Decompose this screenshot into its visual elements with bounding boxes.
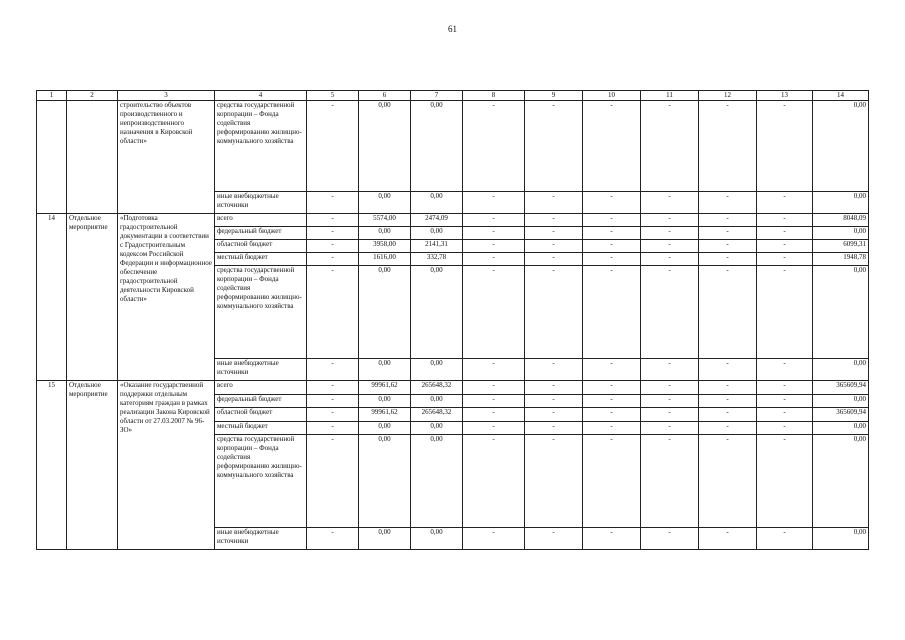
value-cell: 0,00 [411, 528, 463, 550]
value-cell: 3958,00 [359, 240, 411, 253]
value-cell: - [463, 240, 525, 253]
value-cell: - [525, 240, 583, 253]
value-cell: - [641, 253, 699, 266]
value-cell: 265648,32 [411, 381, 463, 395]
value-cell: - [463, 395, 525, 408]
value-cell: - [699, 422, 757, 435]
column-number: 2 [67, 91, 118, 101]
value-cell: 0,00 [813, 266, 869, 359]
value-cell: 5574,00 [359, 214, 411, 227]
value-cell: - [583, 359, 641, 381]
value-cell: - [463, 408, 525, 422]
value-cell: - [699, 227, 757, 240]
value-cell: 0,00 [813, 359, 869, 381]
value-cell: - [757, 192, 813, 214]
value-cell: - [307, 408, 359, 422]
value-cell: 0,00 [813, 528, 869, 550]
value-cell: - [463, 381, 525, 395]
value-cell: - [641, 435, 699, 528]
value-cell: 99961,62 [359, 381, 411, 395]
measure-type: Отдельное мероприятие [67, 214, 118, 381]
value-cell: 99961,62 [359, 408, 411, 422]
value-cell: - [641, 381, 699, 395]
value-cell: - [307, 435, 359, 528]
value-cell: - [757, 101, 813, 192]
value-cell: - [307, 528, 359, 550]
value-cell: - [583, 435, 641, 528]
value-cell: - [463, 192, 525, 214]
funding-source: областной бюджет [215, 408, 307, 422]
value-cell: 0,00 [813, 227, 869, 240]
value-cell: 0,00 [411, 101, 463, 192]
value-cell: - [525, 528, 583, 550]
value-cell: - [307, 266, 359, 359]
value-cell: 265648,32 [411, 408, 463, 422]
value-cell: - [525, 422, 583, 435]
column-number: 7 [411, 91, 463, 101]
value-cell: - [699, 528, 757, 550]
value-cell: 0,00 [411, 266, 463, 359]
funding-source: средства государственной корпорации – Фонда содействия реформированию жилищно-коммунального хозяйства [215, 101, 307, 192]
value-cell: - [307, 214, 359, 227]
funding-source: иные внебюджетные источники [215, 192, 307, 214]
value-cell: - [583, 395, 641, 408]
column-number: 13 [757, 91, 813, 101]
value-cell: - [463, 528, 525, 550]
column-number-row [37, 91, 869, 101]
value-cell: - [463, 435, 525, 528]
value-cell: - [699, 395, 757, 408]
value-cell: - [463, 101, 525, 192]
value-cell: - [699, 266, 757, 359]
value-cell: - [525, 435, 583, 528]
value-cell: - [699, 408, 757, 422]
value-cell: - [583, 266, 641, 359]
value-cell: - [525, 266, 583, 359]
value-cell: 0,00 [813, 422, 869, 435]
value-cell: 2141,31 [411, 240, 463, 253]
value-cell: - [757, 381, 813, 395]
funding-source: иные внебюджетные источники [215, 528, 307, 550]
funding-source: местный бюджет [215, 253, 307, 266]
value-cell: - [583, 422, 641, 435]
value-cell: 0,00 [411, 192, 463, 214]
value-cell: 0,00 [411, 422, 463, 435]
value-cell: - [583, 101, 641, 192]
measure-name: строительство объектов производственного и непроизводственного назначения в Кировской области» [118, 101, 215, 214]
value-cell: - [757, 227, 813, 240]
funding-source: всего [215, 381, 307, 395]
value-cell: - [641, 359, 699, 381]
value-cell: - [641, 240, 699, 253]
value-cell: - [699, 240, 757, 253]
value-cell: - [307, 253, 359, 266]
value-cell: 0,00 [411, 395, 463, 408]
value-cell: 365609,94 [813, 381, 869, 395]
value-cell: - [583, 192, 641, 214]
value-cell: - [641, 395, 699, 408]
value-cell: 332,78 [411, 253, 463, 266]
value-cell: - [641, 528, 699, 550]
value-cell: - [757, 253, 813, 266]
table-row [37, 101, 869, 192]
value-cell: - [525, 381, 583, 395]
value-cell: - [525, 253, 583, 266]
column-number: 9 [525, 91, 583, 101]
column-number: 10 [583, 91, 641, 101]
value-cell: 0,00 [359, 435, 411, 528]
funding-source: всего [215, 214, 307, 227]
column-number: 5 [307, 91, 359, 101]
value-cell: - [307, 240, 359, 253]
funding-source: средства государственной корпорации – Фонда содействия реформированию жилищно-коммунального хозяйства [215, 435, 307, 528]
column-number: 4 [215, 91, 307, 101]
row-number: 15 [37, 381, 67, 550]
value-cell: 0,00 [359, 101, 411, 192]
value-cell: - [641, 227, 699, 240]
value-cell: - [525, 227, 583, 240]
value-cell: - [525, 359, 583, 381]
value-cell: 0,00 [411, 359, 463, 381]
value-cell: 0,00 [359, 395, 411, 408]
value-cell: - [463, 422, 525, 435]
value-cell: - [757, 422, 813, 435]
value-cell: - [525, 101, 583, 192]
value-cell: - [307, 422, 359, 435]
value-cell: - [757, 395, 813, 408]
value-cell: - [757, 528, 813, 550]
value-cell: - [757, 214, 813, 227]
funding-table [36, 90, 869, 550]
value-cell: - [641, 214, 699, 227]
column-number: 6 [359, 91, 411, 101]
value-cell: 2474,09 [411, 214, 463, 227]
funding-source: федеральный бюджет [215, 395, 307, 408]
column-number: 3 [118, 91, 215, 101]
value-cell: - [307, 227, 359, 240]
page-number: 61 [448, 24, 457, 34]
value-cell: - [699, 359, 757, 381]
value-cell: 0,00 [411, 435, 463, 528]
value-cell: - [463, 214, 525, 227]
measure-name: «Подготовка градостроительной документации в соответствии с Градостроительным кодексом Российской Федерации и информационное обеспечение градостроительной деятельности Кировской области» [118, 214, 215, 381]
value-cell: - [699, 192, 757, 214]
value-cell: - [463, 266, 525, 359]
value-cell: - [307, 381, 359, 395]
value-cell: 0,00 [359, 227, 411, 240]
value-cell: 0,00 [813, 192, 869, 214]
column-number: 14 [813, 91, 869, 101]
row-number [37, 101, 67, 214]
value-cell: - [699, 214, 757, 227]
funding-source: местный бюджет [215, 422, 307, 435]
value-cell: - [699, 253, 757, 266]
value-cell: - [307, 192, 359, 214]
funding-source: федеральный бюджет [215, 227, 307, 240]
value-cell: 0,00 [813, 101, 869, 192]
value-cell: 0,00 [359, 359, 411, 381]
value-cell: - [641, 408, 699, 422]
value-cell: - [463, 359, 525, 381]
value-cell: 0,00 [813, 435, 869, 528]
value-cell: 0,00 [813, 395, 869, 408]
column-number: 12 [699, 91, 757, 101]
column-number: 11 [641, 91, 699, 101]
value-cell: - [583, 240, 641, 253]
value-cell: - [583, 408, 641, 422]
funding-source: областной бюджет [215, 240, 307, 253]
value-cell: - [699, 101, 757, 192]
funding-source: иные внебюджетные источники [215, 359, 307, 381]
value-cell: 1616,00 [359, 253, 411, 266]
value-cell: - [307, 395, 359, 408]
value-cell: - [525, 408, 583, 422]
value-cell: - [583, 227, 641, 240]
table-row [37, 214, 869, 227]
value-cell: - [525, 395, 583, 408]
value-cell: - [757, 359, 813, 381]
column-number: 8 [463, 91, 525, 101]
funding-source: средства государственной корпорации – Фонда содействия реформированию жилищно-коммунального хозяйства [215, 266, 307, 359]
value-cell: 0,00 [359, 266, 411, 359]
measure-type: Отдельное мероприятие [67, 381, 118, 550]
value-cell: - [699, 381, 757, 395]
value-cell: - [641, 422, 699, 435]
measure-type [67, 101, 118, 214]
value-cell: - [583, 214, 641, 227]
value-cell: - [641, 266, 699, 359]
value-cell: 0,00 [359, 192, 411, 214]
value-cell: - [307, 101, 359, 192]
table-row [37, 381, 869, 395]
value-cell: - [641, 192, 699, 214]
value-cell: - [757, 435, 813, 528]
value-cell: - [641, 101, 699, 192]
value-cell: - [583, 253, 641, 266]
value-cell: 0,00 [411, 227, 463, 240]
value-cell: - [699, 435, 757, 528]
value-cell: - [757, 240, 813, 253]
value-cell: - [525, 214, 583, 227]
value-cell: - [307, 359, 359, 381]
value-cell: - [757, 408, 813, 422]
measure-name: «Оказание государственной поддержки отдельным категориям граждан в рамках реализации Закона Кировской области от 27.03.2007 № 96-ЗО» [118, 381, 215, 550]
value-cell: - [463, 253, 525, 266]
value-cell: - [583, 381, 641, 395]
value-cell: - [583, 528, 641, 550]
value-cell: 8048,09 [813, 214, 869, 227]
value-cell: 365609,94 [813, 408, 869, 422]
value-cell: - [463, 227, 525, 240]
row-number: 14 [37, 214, 67, 381]
value-cell: - [525, 192, 583, 214]
value-cell: 6099,31 [813, 240, 869, 253]
value-cell: 1948,78 [813, 253, 869, 266]
value-cell: - [757, 266, 813, 359]
value-cell: 0,00 [359, 422, 411, 435]
value-cell: 0,00 [359, 528, 411, 550]
column-number: 1 [37, 91, 67, 101]
